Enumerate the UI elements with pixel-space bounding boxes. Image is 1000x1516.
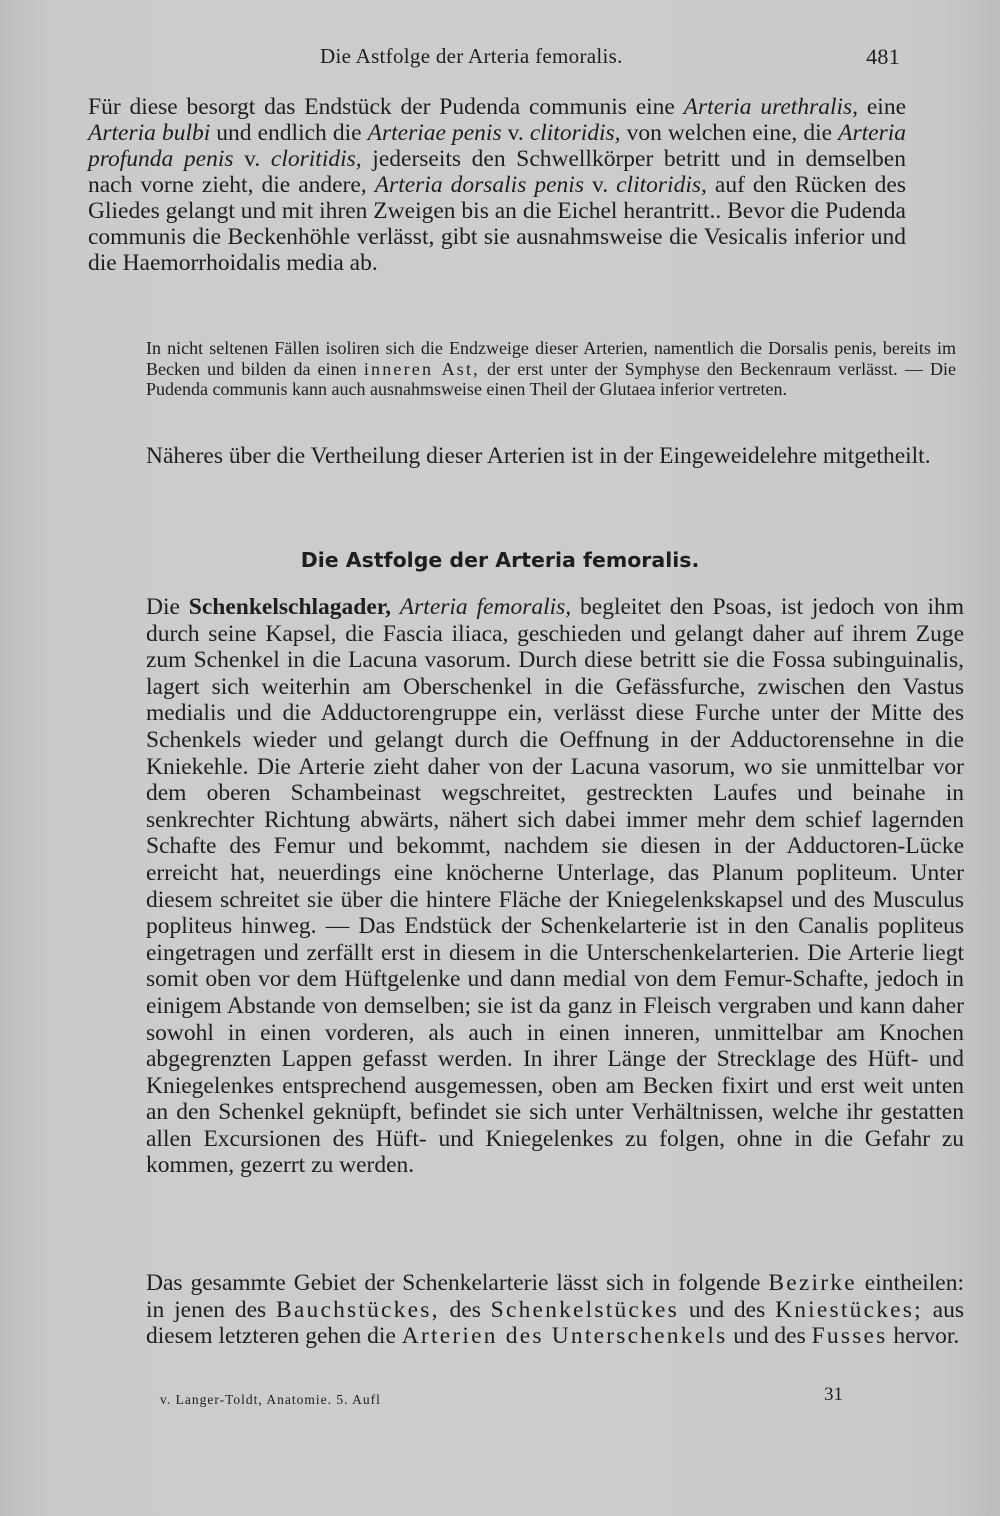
paragraph-femoralis (88, 594, 964, 1179)
term-italic: cloritidis, (270, 146, 362, 172)
term-italic: Arteria femoralis, (399, 594, 572, 620)
text-run: der erst unter der Symphyse den Beckenraum verlässt. — Die Pudenda communis kann auch ausnahmsweise einen Theil der Glutaea inferior vertreten. (146, 358, 956, 399)
spaced-emphasis: inneren Ast, (363, 358, 480, 379)
paragraph-bezirke (88, 1270, 964, 1350)
section-heading: Die Astfolge der Arteria femoralis. (300, 548, 700, 572)
text-run: begleitet den Psoas, ist jedoch von ihm durch seine Kapsel, die Fascia iliaca, geschieden und gelangt daher auf ihrem Zuge zum Schenkel in die Lacuna vasorum. Durch diese betritt sie die Fossa subinguinalis, lagert sich weiterhin am Oberschenkel in die Gefässfurche, zwischen den Vastus medialis und die Adductorengruppe ein, verlässt diese Furche unter der Mitte des Schenkels wieder und gelangt durch die Oeffnung in der Adductorensehne in die Kniekehle. Die Arterie zieht daher von der Lacuna vasorum, wo sie unmittelbar vor dem oberen Schambeinast wegschreitet, gestreckten Laufes und beinahe in senkrechter Richtung abwärts, nähert sich dabei immer mehr dem schief lagernden Schafte des Femur und bekommt, nachdem sie diesen in der Adductoren-Lücke erreicht hat, neuerdings eine knöcherne Unterlage, das Planum popliteum. Unter diesem schreitet sie über die hintere Fläche der Kniegelenkskapsel und des Musculus popliteus hinweg. — Das Endstück der Schenkelarterie ist in den Canalis popliteus eingetragen und zerfällt erst in diesem in die Unterschenkelarterien. Die Arterie liegt somit oben vor dem Hüftgelenke und dann medial von dem Femur-Schafte, jedoch in einigem Abstande von demselben; sie ist da ganz in Fleisch vergraben und kann daher sowohl in einen vorderen, als auch in einen inneren, unmittelbar am Knochen abgegrenzten Lappen gefasst werden. In ihrer Länge der Strecklage des Hüft- und Kniegelenkes entsprechend ausgemessen, oben am Becken fixirt und erst weit unten an den Schenkel geknüpft, befindet sie sich unter Verhältnissen, welche ihr gestatten allen Excursionen des Hüft- und Kniegelenkes zu folgen, ohne in die Gefahr zu kommen, gezerrt zu werden. (146, 594, 964, 1179)
text-run: Die (146, 594, 189, 620)
term-bold: Schenkelschlagader, (188, 594, 391, 620)
text-run: und des (727, 1323, 812, 1350)
paragraph-reference: Näheres über die Vertheilung dieser Arterien ist in der Eingeweidelehre mitgetheilt. (146, 443, 931, 469)
page-number: 481 (866, 44, 900, 69)
text-run: Für diese besorgt das Endstück der Pudenda communis eine (88, 94, 684, 120)
text-run: und des (679, 1296, 776, 1323)
term-italic: Arteriae penis (367, 120, 502, 146)
text-run: Das gesammte Gebiet der Schenkelarterie lässt sich in folgende (146, 1270, 769, 1296)
text-run: aus diesem letzteren gehen die (146, 1296, 965, 1350)
spaced-emphasis: Schenkelstückes (490, 1296, 679, 1323)
spaced-emphasis: Kniestückes; (775, 1296, 923, 1323)
text-run (391, 594, 400, 620)
text-run: v. (583, 172, 617, 198)
text-run: auf den Rücken des Gliedes gelangt und mit ihren Zweigen bis an die Eichel herantritt.. Bevor die Pudenda communis die Beckenhöhle verlässt, gibt sie ausnahmsweise die Vesicalis inferior und die Haemorrhoidalis media ab. (88, 172, 906, 276)
text-run: v. (233, 146, 271, 172)
text-run: des (439, 1296, 491, 1323)
spaced-emphasis: Bauchstückes, (275, 1296, 440, 1323)
term-italic: clitoridis, (616, 172, 707, 198)
small-print-note (88, 338, 956, 400)
running-header (320, 44, 900, 69)
term-italic: Arteria profunda penis (88, 120, 906, 172)
text-run: eintheilen: in jenen des (146, 1270, 964, 1323)
spaced-emphasis: Bezirke (768, 1270, 857, 1296)
text-run: v. (501, 120, 530, 146)
text-run: jederseits den Schwellkörper betritt und in demselben nach vorne zieht, die andere, (88, 146, 906, 198)
paragraph-pudenda (88, 94, 906, 276)
term-italic: clitoridis, (529, 120, 621, 146)
text-run: und endlich die (210, 120, 368, 146)
term-italic: Arteria bulbi (88, 120, 211, 146)
term-italic: Arteria dorsalis penis (374, 172, 584, 198)
text-run: In nicht seltenen Fällen isoliren sich die Endzweige dieser Arterien, namentlich die Dorsalis penis, bereits im Becken und bilden da einen (146, 338, 956, 379)
text-run: hervor. (887, 1323, 960, 1350)
footer-source: v. Langer-Toldt, Anatomie. 5. Aufl (160, 1392, 381, 1407)
term-italic: Arteria urethralis, (683, 94, 859, 120)
text-run: eine (858, 94, 907, 120)
spaced-emphasis: Fusses (811, 1323, 888, 1350)
text-run: von welchen eine, die (620, 120, 839, 146)
running-title: Die Astfolge der Arteria femoralis. (320, 44, 623, 68)
spaced-emphasis: Arterien des Unterschenkels (401, 1323, 728, 1350)
footer-signature: 31 (824, 1384, 843, 1405)
